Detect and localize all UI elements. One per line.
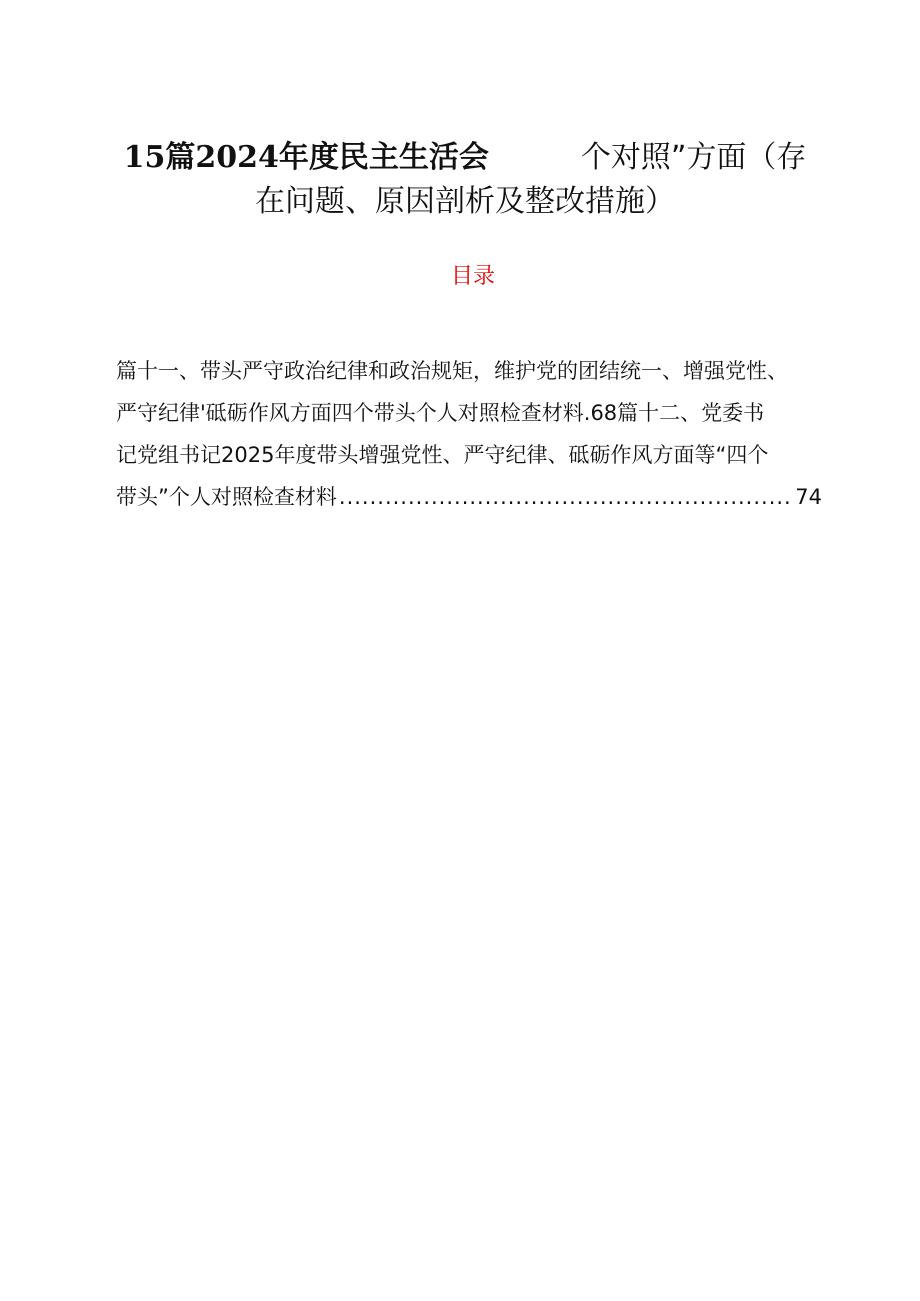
toc-line-1[interactable]: 篇十一、带头严守政治纪律和政治规矩，维护党的团结统一、增强党性、 xyxy=(116,359,788,383)
toc-entry-last-page: 74 xyxy=(795,485,822,509)
toc-line-3[interactable]: 记党组书记2025年度带头增强党性、严守纪律、砥砺作风方面等“四个 xyxy=(116,443,769,467)
toc-entry-last-text: 带头”个人对照检查材料 xyxy=(116,485,337,509)
title-line1-rest: 个对照”方面（存 xyxy=(580,140,807,175)
toc-leader-dots xyxy=(339,476,793,518)
title-bold-part: 15篇2024年度民主生活会 xyxy=(123,140,489,175)
title-line2: 在问题、原因剖析及整改措施） xyxy=(255,184,675,219)
document-title xyxy=(110,136,820,224)
toc-heading: 目录 xyxy=(450,264,495,289)
toc-line-2[interactable]: 严守纪律'砥砺作风方面四个带头个人对照检查材料.68篇十二、党委书 xyxy=(116,401,765,425)
toc-entry-last[interactable] xyxy=(116,476,822,518)
toc-body xyxy=(116,350,822,518)
